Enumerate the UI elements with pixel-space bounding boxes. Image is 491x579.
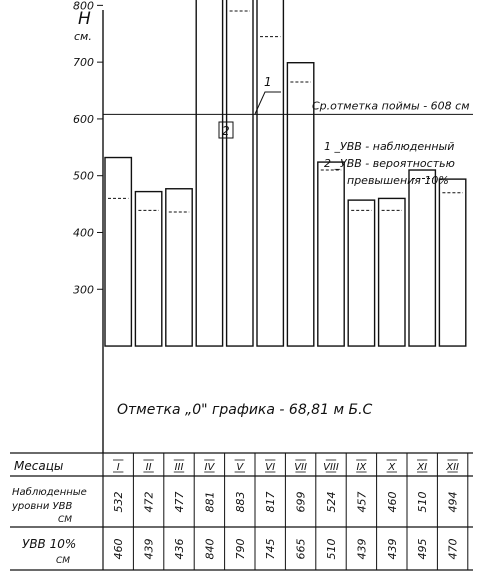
bar-observed xyxy=(439,179,465,346)
bar-observed xyxy=(105,158,131,347)
observed-value: 532 xyxy=(112,491,126,513)
month-label: XII xyxy=(446,462,459,473)
y-ticks xyxy=(73,0,103,296)
bar-observed xyxy=(135,192,161,346)
p10-value: 790 xyxy=(233,538,247,560)
p10-value: 665 xyxy=(294,538,308,560)
row-header-p10-2: СМ xyxy=(56,556,71,566)
observed-value: 494 xyxy=(446,491,460,513)
p10-value: 436 xyxy=(173,538,186,560)
marker-2 xyxy=(219,122,233,138)
y-tick-label: 700 xyxy=(73,56,94,70)
bar-observed xyxy=(287,63,313,346)
observed-value: 510 xyxy=(416,491,430,513)
y-axis-label-unit: см. xyxy=(74,30,92,43)
p10-value: 495 xyxy=(416,538,430,560)
p10-value: 439 xyxy=(385,538,399,560)
month-label: IV xyxy=(204,462,215,473)
marker-2-label: 2 xyxy=(222,124,230,138)
bar-observed xyxy=(196,0,222,346)
p10-value: 510 xyxy=(325,538,338,560)
data-table xyxy=(10,453,473,570)
legend-line-2: 2 _УВВ - вероятностью xyxy=(324,157,455,170)
observed-value: 524 xyxy=(325,491,338,513)
p10-value: 460 xyxy=(112,538,126,560)
y-tick-label: 500 xyxy=(73,169,94,183)
bar-observed xyxy=(379,198,405,346)
table-columns xyxy=(112,453,468,570)
bar-observed xyxy=(318,162,344,346)
p10-value: 840 xyxy=(203,538,217,560)
observed-value: 477 xyxy=(173,491,186,513)
bar-observed xyxy=(257,0,283,346)
observed-value: 457 xyxy=(355,491,369,513)
y-tick-label: 400 xyxy=(73,226,94,240)
floodplain-reference-label: Ср.отметка поймы - 608 см xyxy=(312,99,470,113)
month-label: III xyxy=(174,462,184,473)
month-label: VI xyxy=(265,462,276,473)
month-label: I xyxy=(116,462,120,473)
row-header-observed-2: уровни УВВ xyxy=(12,501,73,512)
row-header-months: Месацы xyxy=(14,459,64,473)
row-header-observed-1: Наблюденные xyxy=(12,487,87,498)
observed-value: 460 xyxy=(385,491,399,513)
p10-value: 439 xyxy=(142,538,156,560)
observed-value: 817 xyxy=(264,491,278,513)
y-tick-label: 800 xyxy=(73,0,94,13)
baseline-note: Отметка „0" графика - 68,81 м Б.С xyxy=(117,402,373,418)
p10-value: 439 xyxy=(355,538,369,560)
observed-value: 472 xyxy=(142,491,156,513)
bar-observed xyxy=(227,0,253,346)
bar-observed xyxy=(348,200,374,346)
bar-observed xyxy=(409,170,435,346)
month-label: VIII xyxy=(323,462,339,473)
row-header-observed-3: СМ xyxy=(58,515,73,525)
legend-line-3: превышения 10% xyxy=(347,174,449,187)
observed-value: 699 xyxy=(294,491,308,513)
row-header-p10-1: УВВ 10% xyxy=(22,537,77,551)
legend-line-1: 1 _УВВ - наблюденный xyxy=(324,140,455,153)
month-label: XI xyxy=(417,462,428,473)
observed-value: 883 xyxy=(233,491,247,513)
observed-value: 881 xyxy=(203,491,217,513)
marker-1 xyxy=(255,75,281,114)
marker-1-label: 1 xyxy=(264,75,272,89)
y-tick-label: 600 xyxy=(73,112,94,126)
month-label: IX xyxy=(356,462,367,473)
y-axis-label-h: H xyxy=(78,9,91,29)
p10-value: 470 xyxy=(446,538,460,560)
p10-value: 745 xyxy=(264,538,278,560)
month-label: V xyxy=(236,462,244,473)
month-label: VII xyxy=(294,462,307,473)
month-label: X xyxy=(388,462,396,473)
y-tick-label: 300 xyxy=(73,283,94,297)
month-label: II xyxy=(145,462,152,473)
